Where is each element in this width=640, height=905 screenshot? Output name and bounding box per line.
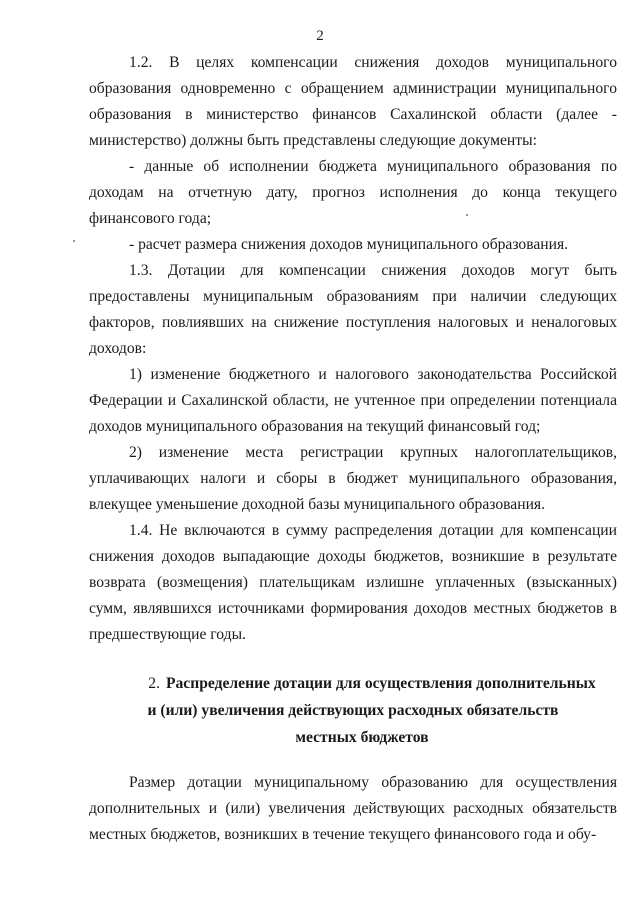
section-title-line-1: Распределение дотации для осуществления дополнительных [165, 675, 596, 692]
paragraph-1-2: 1.2. В целях компенсации снижения доходов муниципального образования одновременно с обращением администрации муниципального образования в министерство финансов Сахалинской области (далее - министерство) должны быть представлены следующие документы: [89, 54, 617, 149]
document-body [89, 50, 617, 848]
section-heading [89, 670, 617, 751]
page-number: 2 [316, 28, 324, 44]
scan-speck [466, 214, 468, 216]
section-title-line-2: и (или) увеличения действующих расходных обязательств [147, 702, 559, 719]
section-number: 2. [148, 675, 160, 692]
list-item-reduction-calc: - расчет размера снижения доходов муниципального образования. [129, 236, 569, 253]
list-item-factor-2: 2) изменение места регистрации крупных налогоплательщиков, уплачивающих налоги и сборы в бюджет муниципального образования, влекущее уменьшение доходной базы муниципального образования. [89, 444, 617, 513]
section-title-line-3: местных бюджетов [295, 729, 429, 746]
paragraph-1-4: 1.4. Не включаются в сумму распределения дотации для компенсации снижения доходов выпадающие доходы бюджетов, возникшие в результате возврата (возмещения) плательщикам излишне уплаченных (взысканных) сумм, являвшихся источниками формирования доходов местных бюджетов в предшествующие годы. [89, 522, 617, 643]
list-item-factor-1: 1) изменение бюджетного и налогового законодательства Российской Федерации и Сахалинской области, не учтенное при определении потенциала доходов муниципального образования на текущий финансовый год; [89, 366, 617, 435]
paragraph-1-3: 1.3. Дотации для компенсации снижения доходов могут быть предоставлены муниципальным образованиям при наличии следующих факторов, повлиявших на снижение поступления налоговых и неналоговых доходов: [89, 262, 617, 357]
scan-speck [73, 240, 75, 242]
list-item-budget-data: - данные об исполнении бюджета муниципального образования по доходам на отчетную дату, прогноз исполнения до конца текущего финансового года; [89, 158, 617, 227]
paragraph-section-2: Размер дотации муниципальному образованию для осуществления дополнительных и (или) увеличения действующих расходных обязательств местных бюджетов, возникших в течение текущего финансового года и обу- [89, 774, 617, 843]
section-heading-line-1 [89, 670, 617, 697]
